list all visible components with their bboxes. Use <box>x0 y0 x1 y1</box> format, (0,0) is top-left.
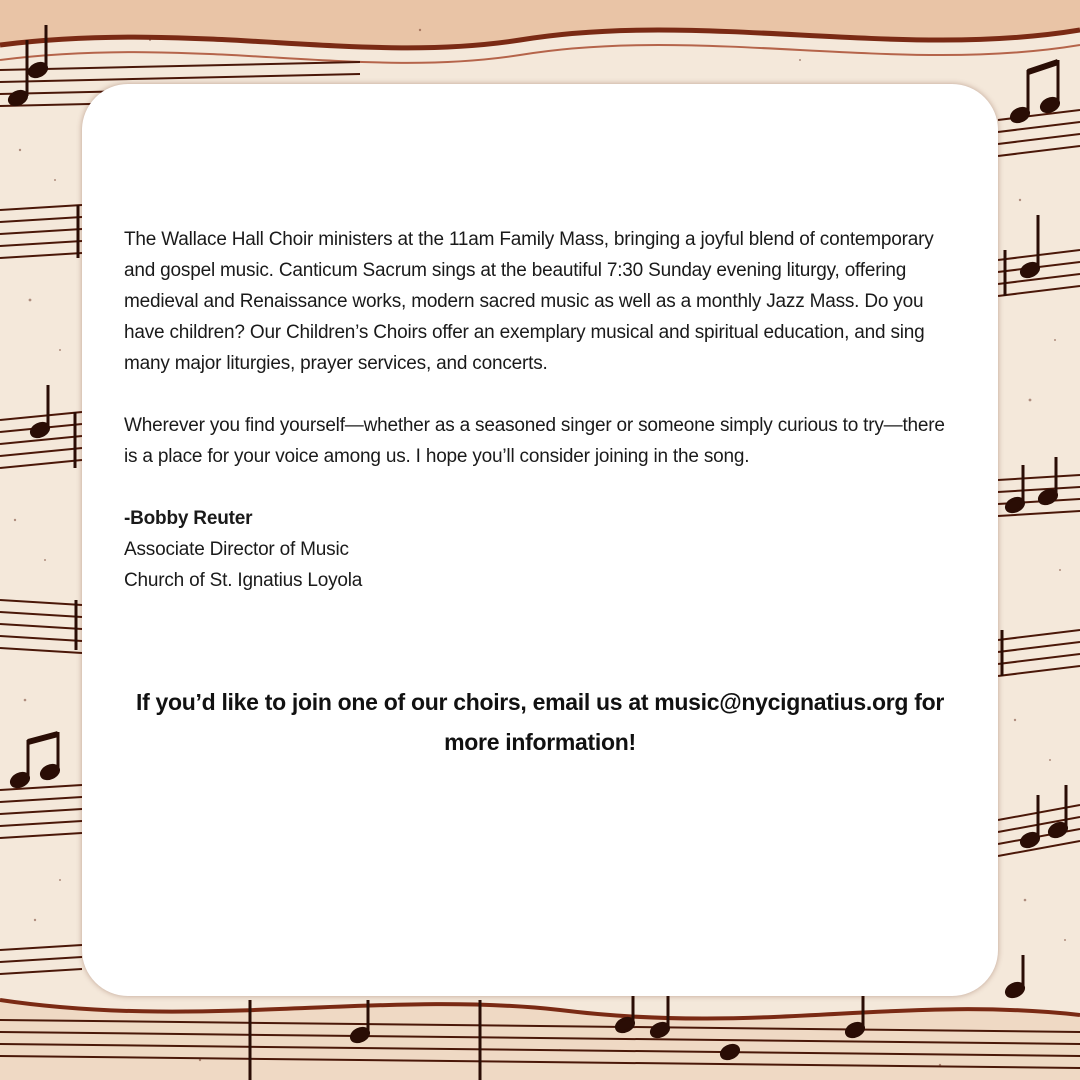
signature-block <box>124 503 954 596</box>
call-to-action: If you’d like to join one of our choirs, email us at music@nycignatius.org for more information! <box>136 689 944 755</box>
paragraph-invitation: Wherever you find yourself—whether as a seasoned singer or someone simply curious to try—there is a place for your voice among us. I hope you’ll consider joining in the song. <box>124 415 945 467</box>
signature-organization: Church of St. Ignatius Loyola <box>124 570 363 591</box>
signature-title: Associate Director of Music <box>124 539 349 560</box>
paragraph-choirs: The Wallace Hall Choir ministers at the 11am Family Mass, bringing a joyful blend of contemporary and gospel music. Canticum Sacrum sings at the beautiful 7:30 Sunday evening liturgy, offering medieval and Renaissance works, modern sacred music as well as a monthly Jazz Mass. Do you have children? Our Children’s Choirs offer an exemplary musical and spiritual education, and sing many major liturgies, prayer services, and concerts. <box>124 229 934 374</box>
message-card <box>82 84 998 996</box>
signature-name: -Bobby Reuter <box>124 508 253 529</box>
message-body <box>124 224 954 596</box>
